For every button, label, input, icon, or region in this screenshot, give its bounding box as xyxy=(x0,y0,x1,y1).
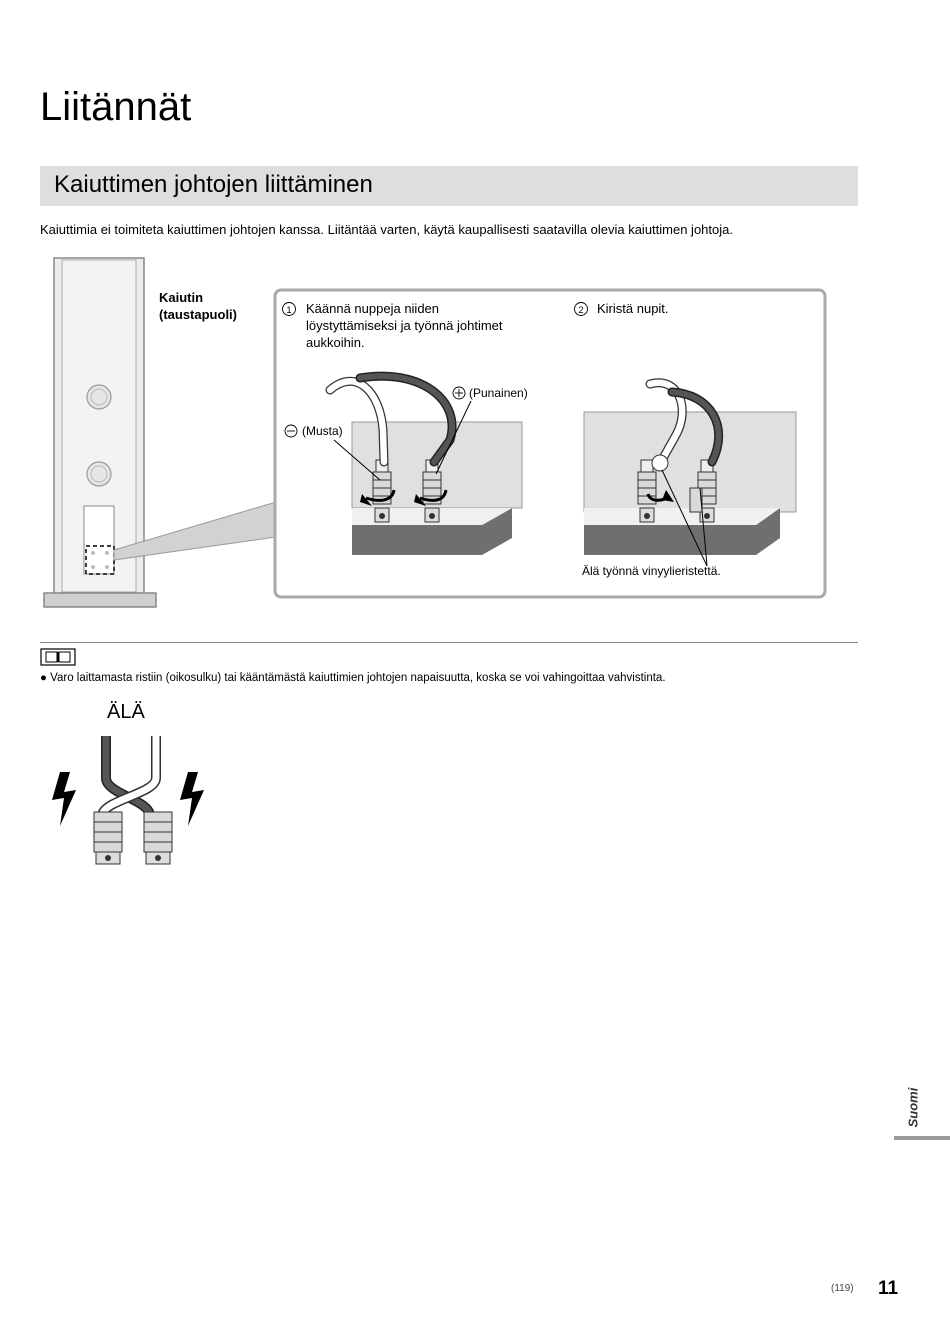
terminal-panel-right xyxy=(584,412,796,555)
intro-paragraph: Kaiuttimia ei toimiteta kaiuttimen johtojen kanssa. Liitäntää varten, käytä kaupallisesti saatavilla olevia kaiuttimen johtoja. xyxy=(40,222,733,237)
speaker-label-line1: Kaiutin xyxy=(159,290,204,305)
page-number: 11 xyxy=(878,1278,899,1299)
minus-label: (Musta) xyxy=(302,424,343,438)
book-icon xyxy=(40,648,76,666)
step1-line1: Käännä nuppeja niiden xyxy=(306,301,440,316)
vinyl-note: Älä työnnä vinyylieristettä. xyxy=(582,564,721,578)
note-divider xyxy=(40,642,858,643)
page-title: Liitännät xyxy=(40,85,192,129)
language-tab-bar xyxy=(894,1136,950,1140)
step1-line2: löystyttämiseksi ja työnnä johtimet xyxy=(306,318,503,333)
note-text: Varo laittamasta ristiin (oikosulku) tai kääntämästä kaiuttimien johtojen napaisuutta, koska se voi vahingoittaa vahvistinta. xyxy=(50,672,666,684)
warning-label: ÄLÄ xyxy=(107,701,145,723)
terminal-left xyxy=(94,812,122,864)
plus-label: (Punainen) xyxy=(469,386,528,400)
speaker-connection-figure xyxy=(0,250,950,610)
terminal-minus-right xyxy=(638,460,656,522)
lightning-icon xyxy=(180,772,204,826)
lightning-icon xyxy=(52,772,76,826)
terminal-minus-left xyxy=(373,460,391,522)
note-item xyxy=(40,671,666,686)
speaker-label-line2: (taustapuoli) xyxy=(159,307,237,322)
section-title: Kaiuttimen johtojen liittäminen xyxy=(54,171,373,198)
terminal-right xyxy=(144,812,172,864)
note-bullet: ● xyxy=(40,672,47,684)
step1-number: 1 xyxy=(286,305,292,315)
step2-number: 2 xyxy=(578,305,584,315)
page-reference: (119) xyxy=(831,1283,854,1294)
language-tab-label: Suomi xyxy=(905,1087,921,1128)
crossed-wires-warning-figure xyxy=(40,730,210,870)
step1-line3: aukkoihin. xyxy=(306,335,365,350)
step2-text: Kiristä nupit. xyxy=(597,301,669,316)
